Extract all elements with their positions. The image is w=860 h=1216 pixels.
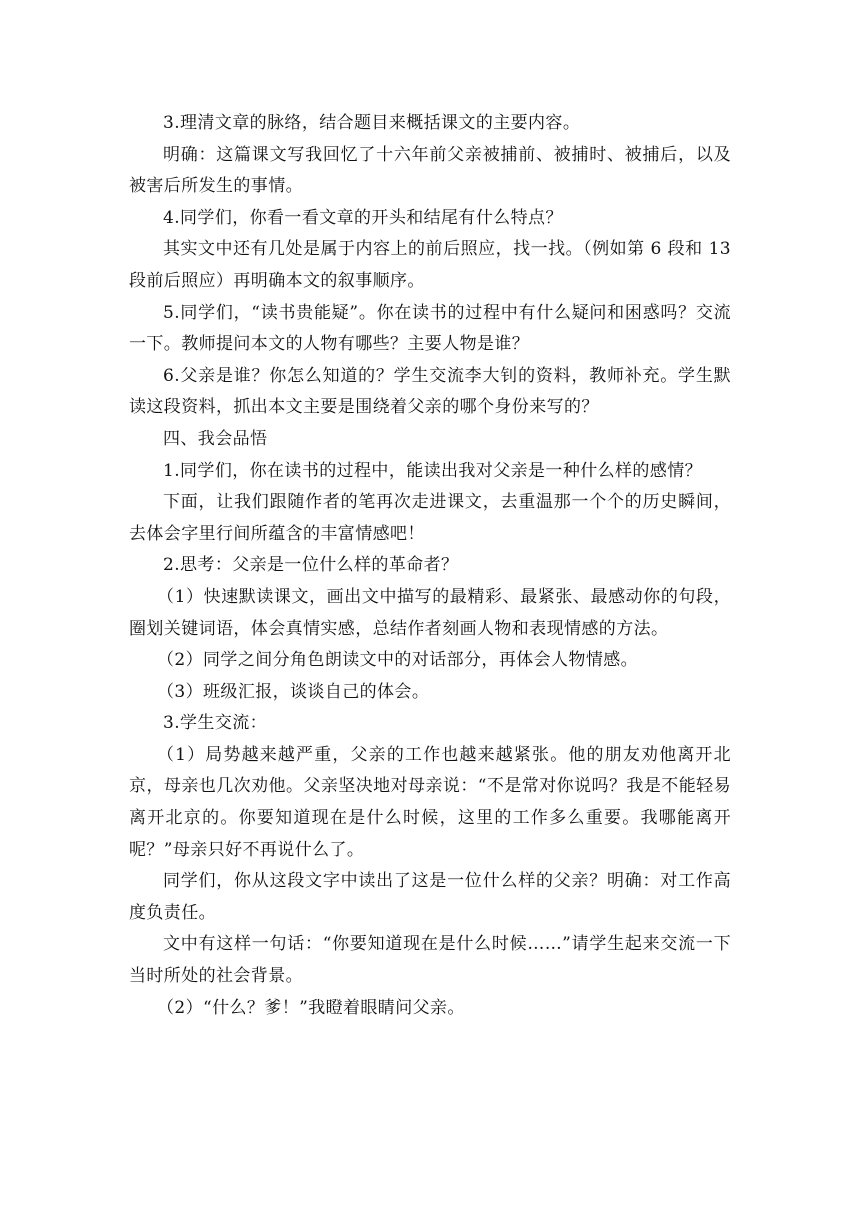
document-body	[129, 108, 731, 1024]
paragraph-subitem-1: （1）快速默读课文，画出文中描写的最精彩、最紧张、最感动你的句段，圈划关键词语，体会真情实感，总结作者刻画人物和表现情感的方法。	[129, 586, 731, 639]
paragraph-subitem-2b: （2）“什么？爹！”我瞪着眼睛问父亲。	[157, 997, 465, 1018]
section-heading: 四、我会品悟	[163, 428, 268, 449]
paragraph-answer: 明确：这篇课文写我回忆了十六年前父亲被捕前、被捕时、被捕后，以及被害后所发生的事情。	[129, 144, 731, 197]
paragraph-subitem-3: （3）班级汇报，谈谈自己的体会。	[157, 681, 430, 702]
paragraph-item-3b: 3.学生交流：	[163, 713, 268, 734]
paragraph-item-1: 1.同学们，你在读书的过程中，能读出我对父亲是一种什么样的感情？	[163, 460, 703, 481]
paragraph-item-2: 2.思考：父亲是一位什么样的革命者？	[163, 555, 459, 576]
paragraph-body: 下面，让我们跟随作者的笔再次走进课文，去重温那一个个的历史瞬间，去体会字里行间所蕴含的丰富情感吧！	[129, 492, 731, 544]
paragraph-subitem-2: （2）同学之间分角色朗读文中的对话部分，再体会人物情感。	[157, 650, 639, 671]
paragraph-item-4: 4.同学们，你看一看文章的开头和结尾有什么特点？	[163, 207, 563, 228]
paragraph-body: 同学们，你从这段文字中读出了这是一位什么样的父亲？明确：对工作高度负责任。	[129, 871, 731, 923]
paragraph-body: 其实文中还有几处是属于内容上的前后照应，找一找。（例如第 6 段和 13 段前后照应）再明确本文的叙事顺序。	[129, 239, 731, 291]
paragraph-item-6: 6.父亲是谁？你怎么知道的？学生交流李大钊的资料，教师补充。学生默读这段资料，抓出本文主要是围绕着父亲的哪个身份来写的？	[129, 365, 731, 418]
paragraph-item-5: 5.同学们，“读书贵能疑”。你在读书的过程中有什么疑问和困惑吗？交流一下。教师提问本文的人物有哪些？主要人物是谁？	[129, 302, 731, 355]
paragraph-item-3: 3.理清文章的脉络，结合题目来概括课文的主要内容。	[163, 113, 581, 133]
paragraph-body: 文中有这样一句话：“你要知道现在是什么时候……”请学生起来交流一下当时所处的社会背景。	[129, 934, 731, 987]
paragraph-subitem-1b: （1）局势越来越严重，父亲的工作也越来越紧张。他的朋友劝他离开北京，母亲也几次劝他。父亲坚决地对母亲说：“不是常对你说吗？我是不能轻易离开北京的。你要知道现在是什么时候，这里的工作多么重要。我哪能离开呢？”母亲只好不再说什么了。	[129, 744, 731, 860]
